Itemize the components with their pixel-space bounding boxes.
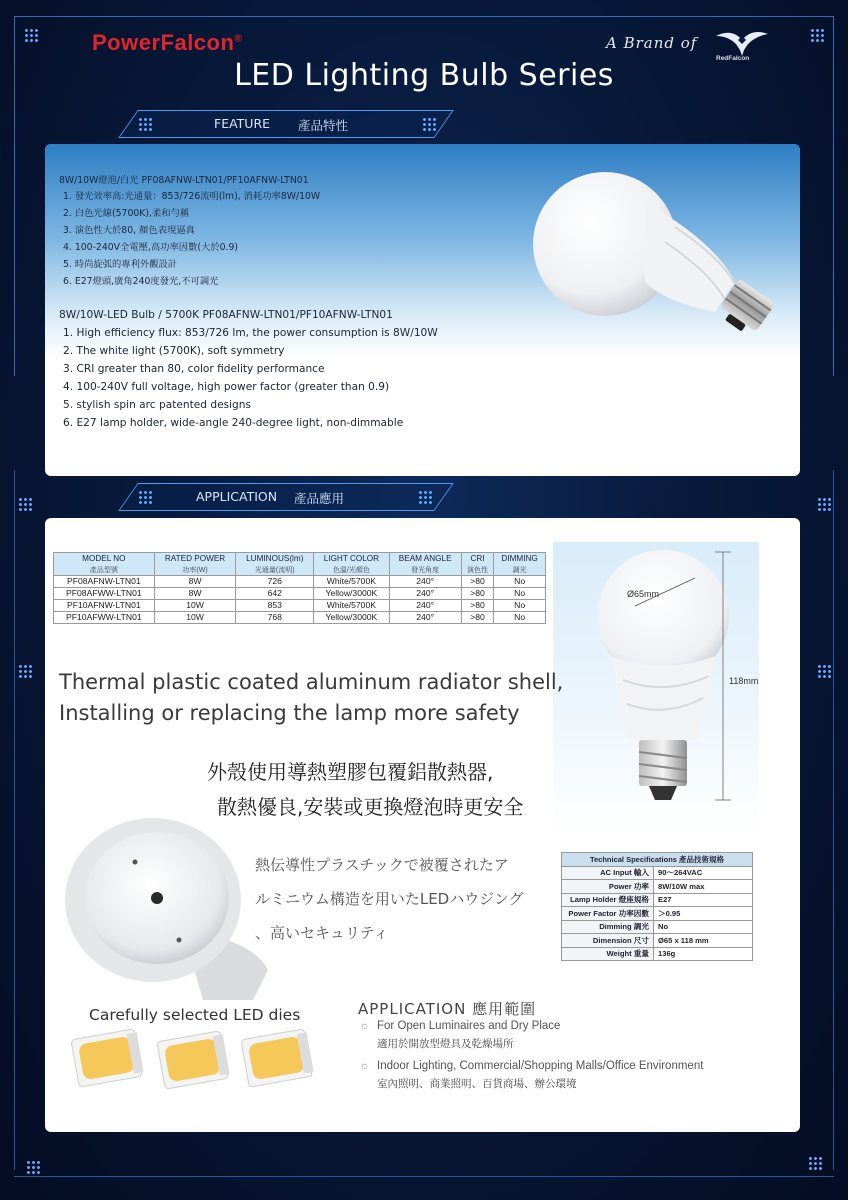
radiator-shell-image: [53, 800, 273, 1000]
table-row: [54, 587, 546, 599]
tech-row: [562, 893, 753, 907]
table-cell: Yellow/3000K: [314, 587, 389, 599]
table-cell: PF10AFNW-LTN01: [54, 599, 155, 611]
table-cell: No: [494, 587, 546, 599]
table-cell: White/5700K: [314, 575, 389, 587]
table-row: [54, 575, 546, 587]
corner-dots-icon: [810, 28, 824, 42]
feature-tab-zh: 產品特性: [298, 118, 349, 133]
table-header-cell: MODEL NO: [54, 553, 155, 565]
table-cell: PF08AFNW-LTN01: [54, 575, 155, 587]
feature-en-item: 5. stylish spin arc patented designs: [63, 399, 252, 411]
led-die-icon: [157, 1030, 230, 1089]
corner-dots-icon: [808, 1156, 822, 1170]
application-section-tab: [128, 483, 444, 511]
tech-row: [562, 947, 753, 961]
application-item-en: Indoor Lighting, Commercial/Shopping Malls/Office Environment: [377, 1060, 704, 1072]
frame-left-lower-line: [14, 470, 15, 1170]
led-dies-title: Carefully selected LED dies: [89, 1006, 301, 1024]
table-cell: No: [494, 575, 546, 587]
table-cell: >80: [461, 587, 493, 599]
tech-row: [562, 920, 753, 934]
table-cell: >80: [461, 599, 493, 611]
feature-en-heading: 8W/10W-LED Bulb / 5700K PF08AFNW-LTN01/PF10AFNW-LTN01: [59, 309, 393, 321]
feature-zh-heading: 8W/10W燈泡/白光 PF08AFNW-LTN01/PF10AFNW-LTN01: [59, 175, 309, 186]
shell-zh-line: 外殼使用導熱塑膠包覆鋁散熱器,: [207, 760, 494, 784]
tech-row: [562, 907, 753, 921]
table-cell: >80: [461, 575, 493, 587]
tech-table-title: Technical Specifications 產品技術規格: [562, 853, 753, 867]
tab-dots-icon: [422, 117, 436, 131]
table-cell: 853: [236, 599, 314, 611]
shell-jp-line: ルミニウム構造を用いたLEDハウジング: [255, 890, 524, 908]
table-cell: No: [494, 599, 546, 611]
application-tab-zh: 產品應用: [294, 491, 345, 506]
tech-label: Power Factor 功率因數: [562, 907, 654, 921]
table-header-row-zh: [54, 565, 546, 576]
feature-en-item: 2. The white light (5700K), soft symmetry: [63, 345, 285, 357]
frame-bottom-line: [14, 1176, 834, 1177]
application-item-zh: 室內照明、商業照明、百貨商場、辦公環境: [377, 1078, 577, 1090]
tech-label: Dimming 調光: [562, 920, 654, 934]
frame-top-line: [14, 16, 834, 17]
brand-logo: PowerFalcon®: [92, 30, 243, 55]
side-dots-icon: [817, 664, 831, 678]
feature-zh-item: 4. 100-240V全電壓,高功率因數(大於0.9): [63, 242, 238, 253]
tab-dots-icon: [138, 117, 152, 131]
tab-dots-icon: [138, 490, 152, 504]
application-scope-title: APPLICATION 應用範圍: [358, 1000, 537, 1018]
tech-label: Power 功率: [562, 880, 654, 894]
table-row: [54, 611, 546, 623]
feature-zh-item: 5. 時尚旋弧的專利外觀設計: [63, 259, 178, 270]
model-spec-table: [53, 552, 546, 624]
shell-jp-line: 熱伝導性プラスチックで被覆されたア: [255, 856, 509, 874]
shell-en-line: Installing or replacing the lamp more safety: [59, 701, 520, 725]
shell-zh-line: 散熱優良,安裝或更換燈泡時更安全: [217, 795, 524, 819]
tech-value: Ø65 x 118 mm: [654, 934, 753, 948]
tech-label: Lamp Holder 燈座規格: [562, 893, 654, 907]
feature-en-item: 4. 100-240V full voltage, high power factor (greater than 0.9): [63, 381, 390, 393]
feature-zh-item: 1. 發光效率高:光通量：853/726流明(lm), 消耗功率8W/10W: [63, 191, 321, 202]
technical-spec-table: [561, 852, 753, 961]
falcon-label: RedFalcon: [716, 55, 750, 62]
shell-en-line: Thermal plastic coated aluminum radiator shell,: [59, 670, 564, 694]
table-header-cell-zh: 演色性: [461, 565, 493, 576]
tech-value: E27: [654, 893, 753, 907]
table-cell: White/5700K: [314, 599, 389, 611]
page-title: LED Lighting Bulb Series: [234, 58, 614, 93]
tech-row: [562, 880, 753, 894]
bulb-dimension-image: [575, 548, 755, 823]
table-cell: No: [494, 611, 546, 623]
application-item-en: For Open Luminaires and Dry Place: [377, 1020, 561, 1032]
tech-label: AC Input 輸入: [562, 866, 654, 880]
application-tab-en: APPLICATION: [196, 489, 278, 504]
feature-en-item: 1. High efficiency flux: 853/726 lm, the power consumption is 8W/10W: [63, 327, 438, 339]
table-cell: 240°: [389, 587, 461, 599]
application-panel: [45, 518, 800, 1132]
feature-tab-en: FEATURE: [214, 116, 271, 131]
table-header-cell-zh: 發光角度: [389, 565, 461, 576]
table-cell: 726: [236, 575, 314, 587]
application-item-zh: 適用於開放型燈具及乾燥場所: [377, 1038, 514, 1050]
table-cell: 240°: [389, 599, 461, 611]
led-die-icon: [71, 1028, 144, 1087]
feature-en-item: 3. CRI greater than 80, color fidelity performance: [63, 363, 325, 375]
tech-value: 90～264VAC: [654, 866, 753, 880]
side-dots-icon: [18, 497, 32, 511]
tech-row: [562, 934, 753, 948]
shell-jp-line: 、高いセキュリティ: [255, 924, 389, 942]
table-cell: 240°: [389, 611, 461, 623]
table-header-cell: CRI: [461, 553, 493, 565]
table-cell: 8W: [154, 587, 236, 599]
sun-bullet-icon: ☼: [359, 1020, 370, 1032]
table-cell: 10W: [154, 611, 236, 623]
feature-zh-item: 3. 演色性大於80, 顏色表現逼真: [63, 225, 195, 236]
sun-bullet-icon: ☼: [359, 1060, 370, 1072]
table-header-cell: LUMINOUS(lm): [236, 553, 314, 565]
led-dies-image: [69, 1026, 319, 1096]
table-header-cell: BEAM ANGLE: [389, 553, 461, 565]
brand-of-text: A Brand of: [606, 34, 698, 52]
frame-right-lower-line: [833, 470, 834, 1170]
feature-zh-item: 6. E27燈頭,廣角240度發光,不可調光: [63, 276, 219, 287]
table-cell: PF08AFWW-LTN01: [54, 587, 155, 599]
table-cell: >80: [461, 611, 493, 623]
table-header-cell-zh: 調光: [494, 565, 546, 576]
corner-dots-icon: [26, 1160, 40, 1174]
tech-value: No: [654, 920, 753, 934]
table-header-cell-zh: 產品型號: [54, 565, 155, 576]
table-header-cell: RATED POWER: [154, 553, 236, 565]
diameter-label: Ø65mm: [627, 589, 660, 599]
tech-value: 8W/10W max: [654, 880, 753, 894]
side-dots-icon: [18, 664, 32, 678]
table-cell: 8W: [154, 575, 236, 587]
height-label: 118mm: [729, 676, 759, 686]
table-cell: 10W: [154, 599, 236, 611]
tech-label: Weight 重量: [562, 947, 654, 961]
led-bulb-side-image: [525, 172, 785, 352]
table-cell: 768: [236, 611, 314, 623]
table-header-cell: DIMMING: [494, 553, 546, 565]
tech-row: [562, 866, 753, 880]
feature-en-item: 6. E27 lamp holder, wide-angle 240-degree light, non-dimmable: [63, 417, 404, 429]
tab-dots-icon: [418, 490, 432, 504]
feature-panel: [45, 144, 800, 476]
table-header-row: [54, 553, 546, 565]
feature-section-tab: [128, 110, 444, 138]
corner-dots-icon: [24, 28, 38, 42]
feature-zh-item: 2. 白色光線(5700K),柔和勻稱: [63, 208, 190, 219]
table-cell: 642: [236, 587, 314, 599]
table-cell: Yellow/3000K: [314, 611, 389, 623]
tech-value: 136g: [654, 947, 753, 961]
table-header-cell-zh: 色溫/光顏色: [314, 565, 389, 576]
table-row: [54, 599, 546, 611]
side-dots-icon: [817, 497, 831, 511]
table-cell: PF10AFWW-LTN01: [54, 611, 155, 623]
tech-label: Dimension 尺寸: [562, 934, 654, 948]
table-header-cell-zh: 功率(W): [154, 565, 236, 576]
led-die-icon: [241, 1028, 314, 1087]
table-cell: 240°: [389, 575, 461, 587]
tech-value: ＞0.95: [654, 907, 753, 921]
table-header-cell-zh: 光通量(流明): [236, 565, 314, 576]
table-header-cell: LIGHT COLOR: [314, 553, 389, 565]
